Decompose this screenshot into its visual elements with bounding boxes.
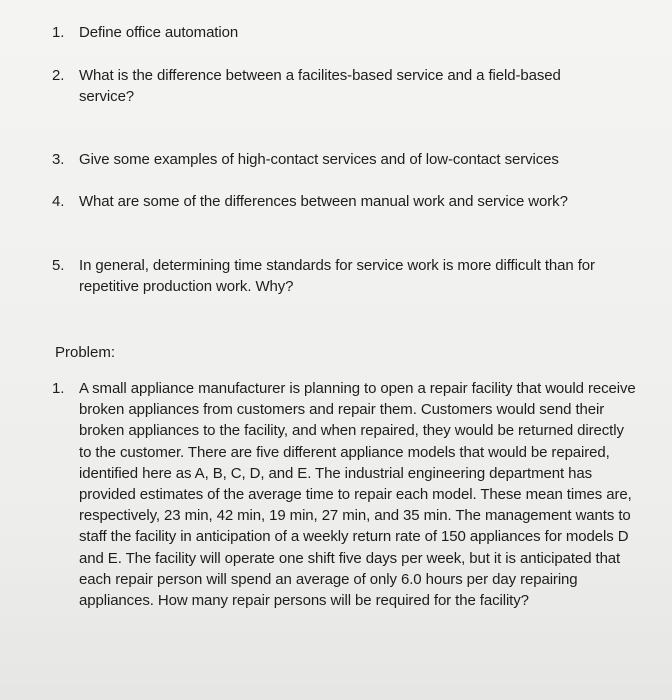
question-5 [52,255,632,297]
question-text: What is the difference between a facilites-based service and a field-based service? [79,67,561,105]
question-number: 2. [52,67,65,84]
question-number: 4. [52,193,65,210]
question-text: In general, determining time standards for service work is more difficult than for repetitive production work. Why? [79,257,595,295]
question-text: What are some of the differences between manual work and service work? [79,193,568,210]
question-number: 1. [52,24,65,41]
problem-text: A small appliance manufacturer is planning to open a repair facility that would receive broken appliances from customers and repair them. Customers would send their broken appliances to the facility, and when repaired, they would be returned directly to the customer. There are five different appliance models that would be repaired, identified here as A, B, C, D, and E. The industrial engineering department has provided estimates of the average time to repair each model. These mean times are, respectively, 23 min, 42 min, 19 min, 27 min, and 35 min. The management wants to staff the facility in anticipation of a weekly return rate of 150 appliances for models D and E. The facility will operate one shift five days per week, but it is anticipated that each repair person will spend an average of only 6.0 hours per day repairing appliances. How many repair persons will be required for the facility? [79,380,636,610]
problem-number: 1. [52,380,65,397]
question-2 [52,65,612,107]
question-4 [52,191,632,212]
question-3 [52,149,632,170]
problem-1 [52,378,639,611]
problem-heading: Problem: [55,344,116,361]
question-text: Define office automation [79,24,239,41]
question-number: 5. [52,257,65,274]
question-number: 3. [52,151,65,168]
question-text: Give some examples of high-contact services and of low-contact services [79,151,559,168]
question-1 [52,22,612,43]
